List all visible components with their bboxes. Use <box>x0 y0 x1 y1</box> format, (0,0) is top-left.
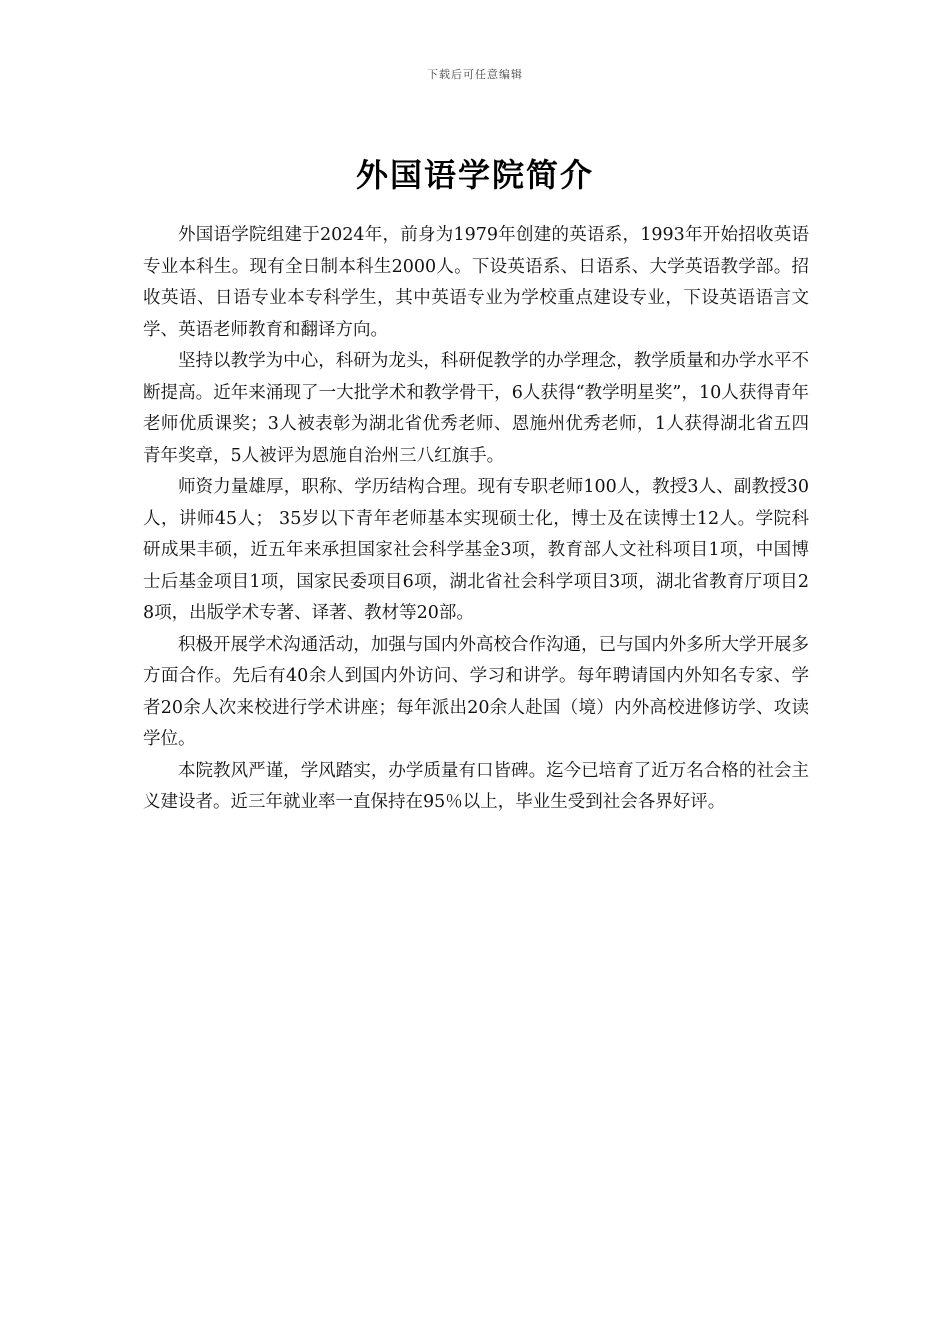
paragraph-faculty: 师资力量雄厚，职称、学历结构合理。现有专职老师100人，教授3人、副教授30人，讲师45人； 35岁以下青年老师基本实现硕士化，博士及在读博士12人。学院科研成果丰硕，近五年来承担国家社会科学基金3项，教育部人文社科项目1项，中国博士后基金项目1项，国家民委项目6项，湖北省社会科学项目3项，湖北省教育厅项目28项，出版学术专著、译著、教材等20部。 <box>143 477 809 623</box>
paragraph-reputation: 本院教风严谨，学风踏实，办学质量有口皆碑。迄今已培育了近万名合格的社会主义建设者。近三年就业率一直保持在95％以上，毕业生受到社会各界好评。 <box>143 760 809 812</box>
paragraph-teaching: 坚持以教学为中心，科研为龙头，科研促教学的办学理念，教学质量和办学水平不断提高。近年来涌现了一大批学术和教学骨干，6人获得“教学明星奖”，10人获得青年老师优质课奖；3人被表彰为湖北省优秀老师、恩施州优秀老师，1人获得湖北省五四青年奖章，5人被评为恩施自治州三八红旗手。 <box>143 351 809 466</box>
document-body <box>143 220 809 819</box>
paragraph-founding: 外国语学院组建于2024年，前身为1979年创建的英语系，1993年开始招收英语专业本科生。现有全日制本科生2000人。下设英语系、日语系、大学英语教学部。招收英语、日语专业本专科学生，其中英语专业为学校重点建设专业，下设英语语言文学、英语老师教育和翻译方向。 <box>143 225 809 340</box>
document-title: 外国语学院简介 <box>355 156 594 194</box>
paragraph-exchange: 积极开展学术沟通活动，加强与国内外高校合作沟通，已与国内外多所大学开展多方面合作。先后有40余人到国内外访问、学习和讲学。每年聘请国内外知名专家、学者20余人次来校进行学术讲座；每年派出20余人赴国（境）内外高校进修访学、攻读学位。 <box>143 634 809 749</box>
page-header-note: 下载后可任意编辑 <box>427 68 523 81</box>
